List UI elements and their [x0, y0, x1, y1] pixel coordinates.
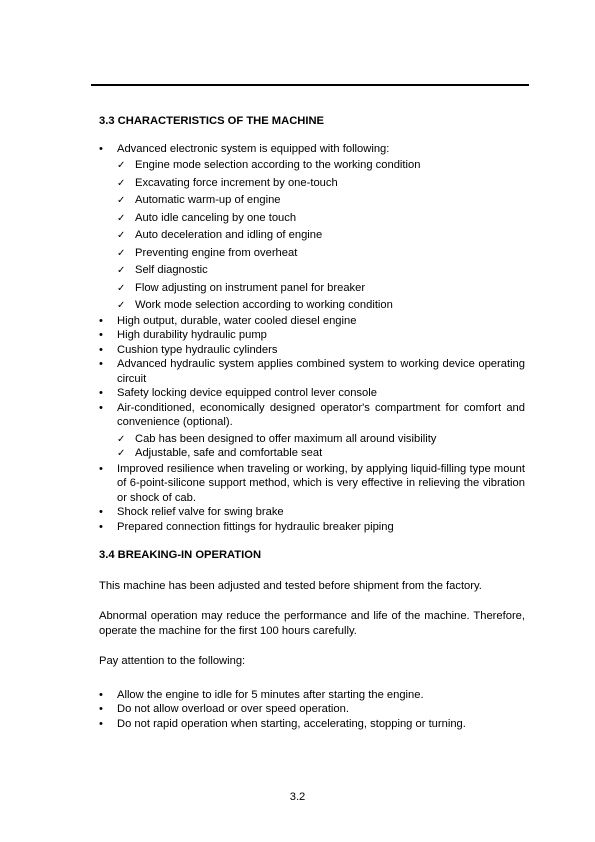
check-icon [117, 263, 125, 279]
sublist-item-text: Work mode selection according to working condition [135, 299, 393, 311]
paragraph: Abnormal operation may reduce the performance and life of the machine. Therefore, operate the machine for the first 100 hours carefully. [99, 610, 525, 637]
check-icon [117, 446, 125, 462]
check-icon [117, 158, 125, 174]
list-item-text: Safety locking device equipped control lever console [117, 387, 377, 399]
bullet-icon [99, 688, 109, 703]
characteristics-list [99, 142, 525, 535]
list-item [99, 314, 525, 329]
list-item-text: High output, durable, water cooled diesel engine [117, 314, 357, 327]
list-item [99, 520, 525, 535]
list-item-text: Do not allow overload or over speed operation. [117, 703, 349, 715]
sublist-item-text: Flow adjusting on instrument panel for breaker [135, 281, 366, 294]
sublist-item [117, 228, 525, 243]
list-item-text: Air-conditioned, economically designed operator's compartment for comfort and convenience (optional). [117, 401, 525, 428]
list-item-text: Prepared connection fittings for hydraulic breaker piping [117, 520, 394, 533]
sublist-item [117, 211, 525, 226]
sublist-item-text: Cab has been designed to offer maximum all around visibility [135, 432, 437, 445]
sublist-item [117, 193, 525, 208]
paragraph: Pay attention to the following: [99, 655, 246, 667]
paragraph: This machine has been adjusted and tested before shipment from the factory. [99, 579, 482, 592]
sublist-item-text: Self diagnostic [135, 264, 208, 276]
electronic-features-sublist [117, 158, 525, 313]
bullet-icon [99, 702, 109, 717]
list-item [99, 401, 525, 461]
sublist-item-text: Automatic warm-up of engine [135, 194, 281, 206]
bullet-icon [99, 328, 109, 343]
list-item [99, 328, 525, 343]
sublist-item-text: Excavating force increment by one-touch [135, 176, 338, 189]
list-item [99, 702, 525, 717]
sublist-item [117, 432, 525, 447]
list-item [99, 462, 525, 506]
sublist-item [117, 246, 525, 261]
list-item [99, 357, 525, 386]
sublist-item [117, 263, 525, 278]
breaking-in-list [99, 688, 525, 732]
sublist-item-text: Preventing engine from overheat [135, 246, 298, 259]
list-item-text: Cushion type hydraulic cylinders [117, 343, 278, 356]
page-content [99, 114, 525, 731]
list-item-text: Shock relief valve for swing brake [117, 506, 284, 518]
bullet-icon [99, 386, 109, 401]
check-icon [117, 246, 125, 262]
check-icon [117, 176, 125, 192]
sublist-item [117, 176, 525, 191]
list-item [99, 142, 525, 313]
list-item [99, 343, 525, 358]
section-3-3-heading: 3.3 CHARACTERISTICS OF THE MACHINE [99, 115, 325, 127]
section-3-4-heading: 3.4 BREAKING-IN OPERATION [99, 549, 262, 561]
list-item-text: High durability hydraulic pump [117, 329, 267, 341]
list-item-text: Advanced hydraulic system applies combined system to working device operating circuit [117, 358, 525, 385]
header-rule [91, 84, 529, 86]
list-item [99, 505, 525, 520]
check-icon [117, 281, 125, 297]
bullet-icon [99, 520, 109, 535]
bullet-icon [99, 343, 109, 358]
bullet-icon [99, 142, 109, 157]
list-item-text: Improved resilience when traveling or working, by applying liquid-filling type mount of 6-point-silicone support method, which is very effective in relieving the vibration or shock of cab. [117, 462, 525, 504]
bullet-icon [99, 401, 109, 416]
sublist-item-text: Engine mode selection according to the working condition [135, 159, 421, 171]
bullet-icon [99, 505, 109, 520]
check-icon [117, 193, 125, 209]
check-icon [117, 228, 125, 244]
list-item-text: Do not rapid operation when starting, accelerating, stopping or turning. [117, 717, 466, 730]
cab-features-sublist [117, 432, 525, 461]
list-item-text: Advanced electronic system is equipped with following: [117, 142, 390, 155]
bullet-icon [99, 314, 109, 329]
sublist-item [117, 298, 525, 313]
check-icon [117, 211, 125, 227]
sublist-item [117, 158, 525, 173]
list-item [99, 688, 525, 703]
bullet-icon [99, 357, 109, 372]
bullet-icon [99, 717, 109, 732]
list-item-text: Allow the engine to idle for 5 minutes after starting the engine. [117, 688, 424, 701]
sublist-item-text: Auto idle canceling by one touch [135, 211, 297, 224]
sublist-item [117, 446, 525, 461]
check-icon [117, 298, 125, 314]
sublist-item-text: Adjustable, safe and comfortable seat [135, 447, 323, 459]
sublist-item-text: Auto deceleration and idling of engine [135, 229, 323, 241]
bullet-icon [99, 462, 109, 477]
list-item [99, 386, 525, 401]
sublist-item [117, 281, 525, 296]
page-number: 3.2 [289, 791, 306, 803]
list-item [99, 717, 525, 732]
check-icon [117, 432, 125, 448]
